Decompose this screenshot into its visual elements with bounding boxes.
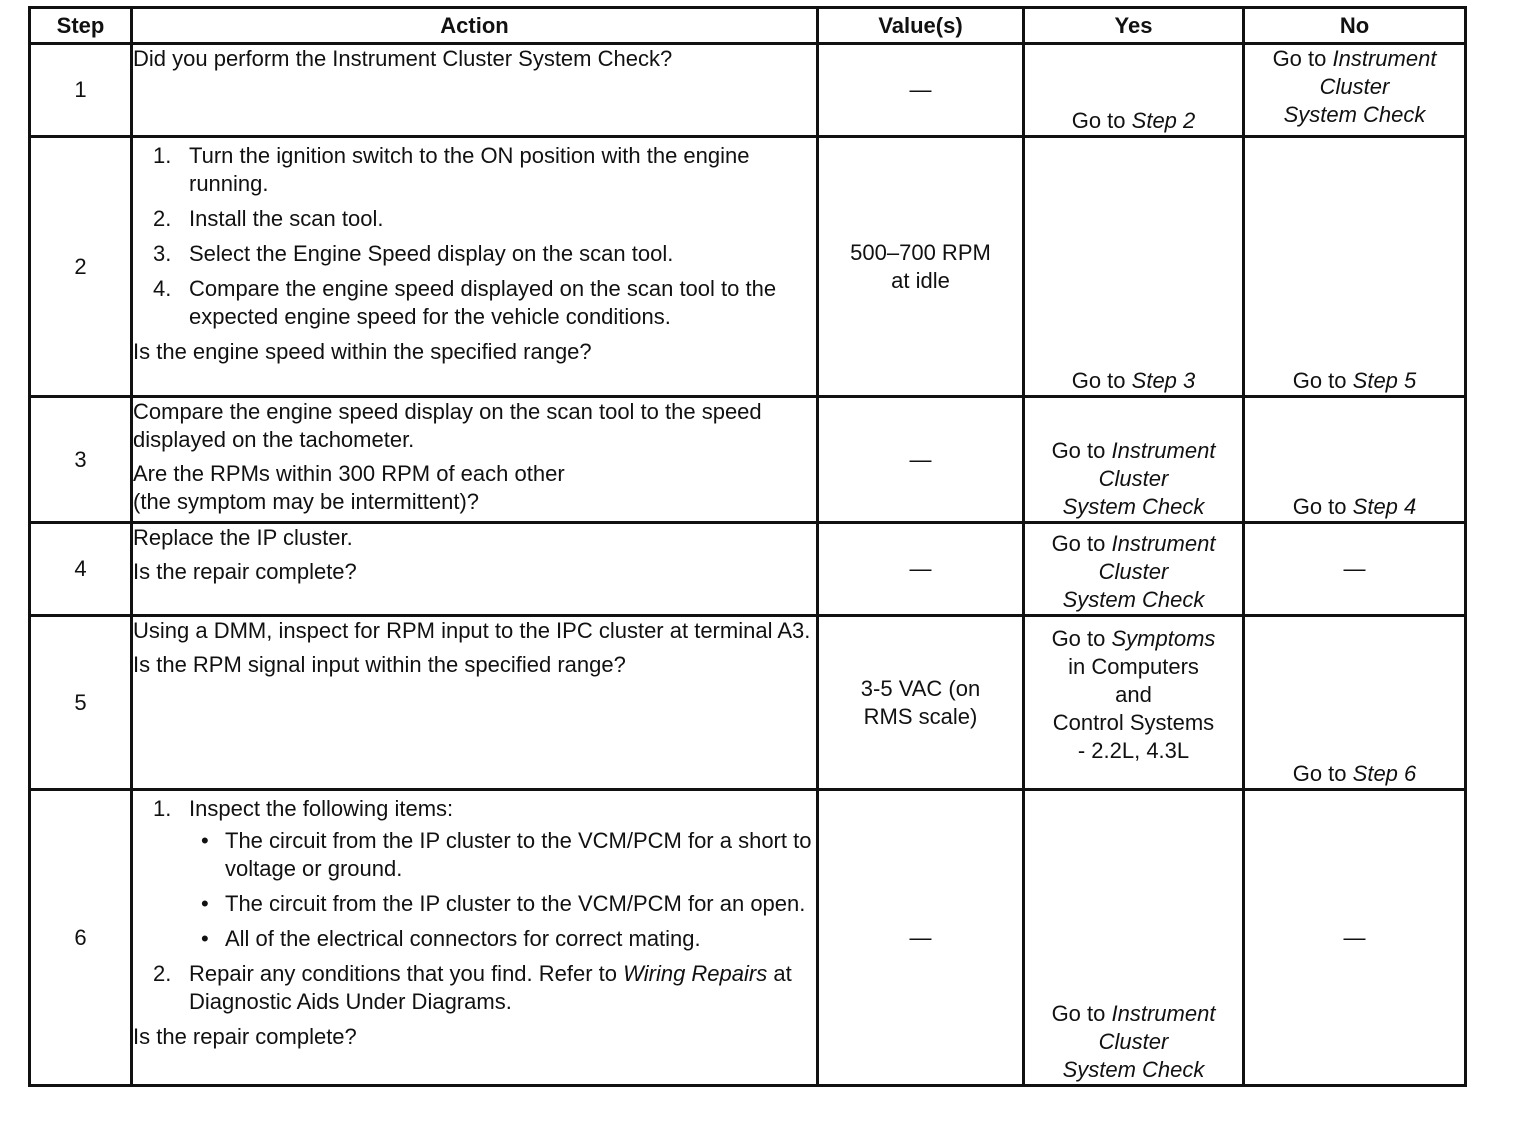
list-item: 1. Turn the ignition switch to the ON position with the engine running. (153, 143, 750, 196)
header-step: Step (30, 8, 132, 44)
action-cell (132, 790, 818, 1086)
header-action: Action (132, 8, 818, 44)
action-cell (132, 44, 818, 137)
list-item: 4. Compare the engine speed displayed on the scan tool to the expected engine speed for the vehicle conditions. (153, 276, 777, 329)
goto-label: Go to (1292, 368, 1347, 393)
header-no: No (1244, 8, 1466, 44)
bullet-item: • The circuit from the IP cluster to the VCM/PCM for a short to voltage or ground. (201, 828, 812, 881)
diagnostic-table (28, 6, 1467, 1087)
list-item: 3. Select the Engine Speed display on the scan tool. (153, 241, 674, 266)
goto-label: Go to (1292, 494, 1347, 519)
value-cell: — (818, 790, 1024, 1086)
no-cell: — (1244, 523, 1466, 616)
table-row-step-4 (30, 523, 1466, 616)
no-target-link[interactable]: System Check (1283, 102, 1426, 127)
list-item: 1. Inspect the following items: • The circuit from the IP cluster to the VCM/PCM for a short to voltage or ground. • The circuit from the IP cluster to the VCM/PCM for an open. • All of the electrical connectors for correct mating. (133, 795, 816, 953)
yes-target-link[interactable]: Symptoms (1111, 626, 1216, 651)
step-number: 3 (30, 397, 132, 523)
question-text: Is the repair complete? (133, 1024, 357, 1049)
header-yes: Yes (1024, 8, 1244, 44)
wiring-repairs-link[interactable]: Wiring Repairs (623, 961, 768, 986)
value-cell: 500–700 RPM at idle (818, 137, 1024, 397)
bullet-item: • All of the electrical connectors for correct mating. (201, 926, 701, 951)
yes-cell (1024, 137, 1244, 397)
goto-label: Go to (1051, 626, 1106, 651)
bullet-item: • The circuit from the IP cluster to the VCM/PCM for an open. (201, 891, 806, 916)
yes-target-link[interactable]: System Check (1062, 1057, 1205, 1082)
no-cell (1244, 44, 1466, 137)
yes-target-link[interactable]: Cluster (1098, 1029, 1169, 1054)
goto-label: Go to (1071, 108, 1126, 133)
no-target-link[interactable]: Step 6 (1352, 761, 1417, 786)
question-text: Is the repair complete? (133, 559, 357, 584)
goto-label: Go to (1272, 46, 1327, 71)
header-row (30, 8, 1466, 44)
no-target-link[interactable]: Cluster (1319, 74, 1390, 99)
goto-label: Go to (1071, 368, 1126, 393)
yes-target-link[interactable]: Cluster (1098, 559, 1169, 584)
step-number: 2 (30, 137, 132, 397)
bullet-list (189, 827, 816, 953)
action-cell (132, 616, 818, 790)
goto-label: Go to (1051, 438, 1106, 463)
no-cell: — (1244, 790, 1466, 1086)
table-row-step-1 (30, 44, 1466, 137)
question-text: Is the engine speed within the specified range? (133, 339, 592, 364)
list-item: 2. Repair any conditions that you find. Refer to Wiring Repairs at Diagnostic Aids Under Diagrams. (153, 961, 792, 1014)
table-row-step-2 (30, 137, 1466, 397)
action-cell (132, 137, 818, 397)
value-cell: — (818, 44, 1024, 137)
yes-target-link[interactable]: System Check (1062, 494, 1205, 519)
yes-target-link[interactable]: Step 2 (1131, 108, 1196, 133)
action-steps-list (133, 142, 816, 331)
value-cell: 3-5 VAC (on RMS scale) (818, 616, 1024, 790)
yes-target-link[interactable]: Instrument (1111, 438, 1216, 463)
action-text: Using a DMM, inspect for RPM input to the IPC cluster at terminal A3. (133, 618, 811, 643)
step-number: 1 (30, 44, 132, 137)
goto-label: Go to (1051, 531, 1106, 556)
yes-target-link[interactable]: System Check (1062, 587, 1205, 612)
yes-cell (1024, 397, 1244, 523)
yes-cell: Go to Symptoms in Computers and Control Systems - 2.2L, 4.3L (1024, 616, 1244, 790)
action-text: Replace the IP cluster. (133, 525, 353, 550)
goto-label: Go to (1051, 1001, 1106, 1026)
step-number: 4 (30, 523, 132, 616)
no-target-link[interactable]: Step 5 (1352, 368, 1417, 393)
yes-cell (1024, 790, 1244, 1086)
no-target-link[interactable]: Step 4 (1352, 494, 1417, 519)
question-text: Are the RPMs within 300 RPM of each other (the symptom may be intermittent)? (133, 461, 565, 514)
list-item: 2. Install the scan tool. (153, 206, 384, 231)
yes-cell (1024, 44, 1244, 137)
question-text: Is the RPM signal input within the specified range? (133, 652, 626, 677)
action-text: Compare the engine speed display on the scan tool to the speed displayed on the tachometer. (133, 399, 762, 452)
no-cell (1244, 397, 1466, 523)
action-cell (132, 397, 818, 523)
step-number: 5 (30, 616, 132, 790)
yes-target-link[interactable]: Step 3 (1131, 368, 1196, 393)
yes-cell (1024, 523, 1244, 616)
question-text: Did you perform the Instrument Cluster System Check? (133, 46, 673, 71)
step-number: 6 (30, 790, 132, 1086)
action-cell (132, 523, 818, 616)
yes-target-link[interactable]: Cluster (1098, 466, 1169, 491)
table-row-step-5 (30, 616, 1466, 790)
table-row-step-6 (30, 790, 1466, 1086)
no-cell (1244, 137, 1466, 397)
value-cell: — (818, 397, 1024, 523)
action-steps-list (133, 795, 816, 1016)
yes-target-link[interactable]: Instrument (1111, 1001, 1216, 1026)
table-row-step-3 (30, 397, 1466, 523)
yes-target-link[interactable]: Instrument (1111, 531, 1216, 556)
header-values: Value(s) (818, 8, 1024, 44)
no-target-link[interactable]: Instrument (1332, 46, 1437, 71)
goto-label: Go to (1292, 761, 1347, 786)
value-cell: — (818, 523, 1024, 616)
no-cell (1244, 616, 1466, 790)
